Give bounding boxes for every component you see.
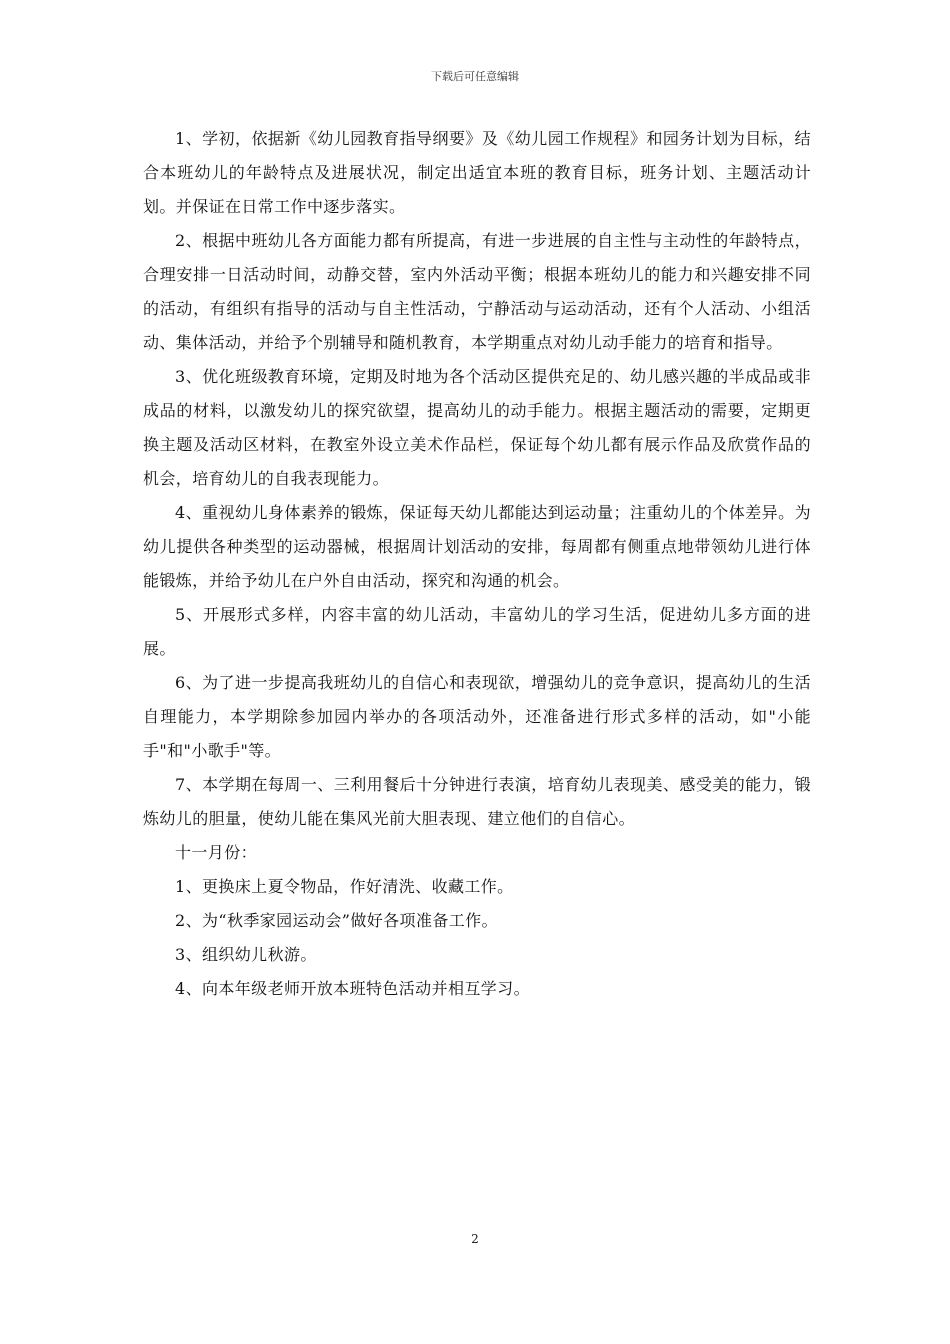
paragraph-item-5: 5、开展形式多样，内容丰富的幼儿活动，丰富幼儿的学习生活，促进幼儿多方面的进展。 xyxy=(143,605,811,658)
paragraph-item-2: 2、根据中班幼儿各方面能力都有所提高，有进一步进展的自主性与主动性的年龄特点，合理安排一日活动时间，动静交替，室内外活动平衡；根据本班幼儿的能力和兴趣安排不同的活动，有组织有指导的活动与自主性活动，宁静活动与运动活动，还有个人活动、小组活动、集体活动，并给予个别辅导和随机教育，本学期重点对幼儿动手能力的培育和指导。 xyxy=(143,231,811,352)
section-heading-november: 十一月份： xyxy=(175,843,258,862)
page-number: 2 xyxy=(471,1232,479,1246)
paragraph-item-1: 1、学初，依据新《幼儿园教育指导纲要》及《幼儿园工作规程》和园务计划为目标，结合本班幼儿的年龄特点及进展状况，制定出适宜本班的教育目标，班务计划、主题活动计划。并保证在日常工作中逐步落实。 xyxy=(143,129,811,216)
paragraph-item-3: 3、优化班级教育环境，定期及时地为各个活动区提供充足的、幼儿感兴趣的半成品或非成品的材料，以激发幼儿的探究欲望，提高幼儿的动手能力。根据主题活动的需要，定期更换主题及活动区材料，在教室外设立美术作品栏，保证每个幼儿都有展示作品及欣赏作品的机会，培育幼儿的自我表现能力。 xyxy=(143,367,811,488)
november-item-2: 2、为“秋季家园运动会”做好各项准备工作。 xyxy=(175,911,498,930)
paragraph-item-4: 4、重视幼儿身体素养的锻炼，保证每天幼儿都能达到运动量；注重幼儿的个体差异。为幼儿提供各种类型的运动器械，根据周计划活动的安排，每周都有侧重点地带领幼儿进行体能锻炼，并给予幼儿在户外自由活动，探究和沟通的机会。 xyxy=(143,503,811,590)
paragraph-item-7: 7、本学期在每周一、三利用餐后十分钟进行表演，培育幼儿表现美、感受美的能力，锻炼幼儿的胆量，使幼儿能在集风光前大胆表现、建立他们的自信心。 xyxy=(143,775,811,828)
document-body xyxy=(143,122,811,1006)
november-item-3: 3、组织幼儿秋游。 xyxy=(175,945,317,964)
paragraph-item-6: 6、为了进一步提高我班幼儿的自信心和表现欲，增强幼儿的竞争意识，提高幼儿的生活自理能力，本学期除参加园内举办的各项活动外，还准备进行形式多样的活动，如"小能手"和"小歌手"等。 xyxy=(143,673,811,760)
page-header-note: 下载后可任意编辑 xyxy=(431,70,519,83)
november-item-1: 1、更换床上夏令物品，作好清洗、收藏工作。 xyxy=(175,877,514,896)
november-item-4: 4、向本年级老师开放本班特色活动并相互学习。 xyxy=(175,979,530,998)
